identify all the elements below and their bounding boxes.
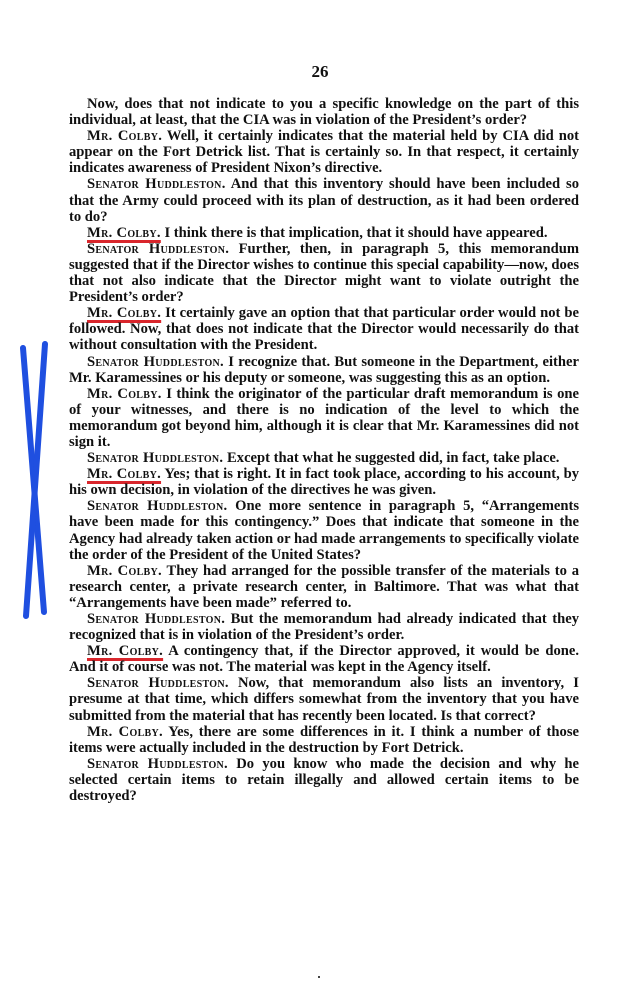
paragraph-text: Further, then, in paragraph 5, this memorandum suggested that if the Director wishes to continue this special capability—now, does that not also indicate that the Director might want to violate outright the President’s order? (69, 240, 579, 306)
transcript-paragraph (69, 724, 579, 756)
transcript-paragraph (69, 466, 579, 498)
transcript-paragraph (69, 305, 579, 353)
paragraph-text: Now, does that not indicate to you a specific knowledge on the part of this individual, at least, that the CIA was in violation of the President’s order? (69, 96, 579, 129)
transcript-paragraph (69, 675, 579, 723)
transcript-paragraph (69, 354, 579, 386)
transcript-paragraph (69, 96, 579, 128)
paragraph-text: It certainly gave an option that that particular order would not be followed. Now, that does not indicate that the Director would necessarily do that without consultation with the President. (69, 305, 579, 354)
paragraph-text: I think the originator of the particular draft memorandum is one of your witnesses, and there is no indication of the level to which the memorandum got beyond him, although it is clear that Mr. Karamessines did not sign it. (69, 385, 579, 450)
transcript-paragraph (69, 386, 579, 450)
paragraph-text: One more sentence in paragraph 5, “Arrangements have been made for this contingency.” Does that indicate that someone in the Agency had already taken action or had made arrangements to specifically violate the order of the President of the United States? (69, 498, 579, 563)
margin-annotation-mark (20, 340, 50, 620)
transcript-paragraph (69, 643, 579, 675)
speaker-name: Senator Huddleston. (87, 498, 228, 515)
paragraph-text: Yes, there are some differences in it. I think a number of those items were actually included in the destruction by Fort Detrick. (69, 723, 579, 756)
paragraph-text: A contingency that, if the Director approved, it would be done. And it of course was not. The material was kept in the Agency itself. (69, 643, 579, 676)
paragraph-text: But the memorandum had already indicated that they recognized that is in violation of the President’s order. (69, 611, 579, 644)
transcript-paragraph (69, 450, 579, 466)
speaker-name: Mr. Colby. (87, 643, 164, 660)
speaker-name: Mr. Colby. (87, 224, 161, 241)
speaker-name: Mr. Colby. (87, 562, 162, 579)
transcript-paragraph (69, 241, 579, 305)
speaker-name: Mr. Colby. (87, 128, 163, 145)
transcript-paragraph (69, 756, 579, 804)
paragraph-text: They had arranged for the possible transfer of the materials to a research center, a private research center, in Baltimore. That was what that “Arrangements have been made” referred to. (69, 562, 579, 611)
speaker-name: Senator Huddleston. (87, 611, 226, 627)
transcript-paragraph (69, 128, 579, 176)
speaker-name: Senator Huddleston. (87, 176, 226, 193)
speaker-name: Senator Huddleston. (87, 353, 224, 370)
paragraph-text: I think there is that implication, that it should have appeared. (160, 224, 548, 241)
paragraph-text: Do you know who made the decision and why he selected certain items to retain illegally and allowed certain items to be destroyed? (69, 755, 579, 805)
transcript-paragraph (69, 225, 579, 241)
transcript-paragraph (69, 176, 579, 224)
page-number: 26 (311, 62, 329, 81)
paragraph-text: Well, it certainly indicates that the material held by CIA did not appear on the Fort Detrick list. That is certainly so. In that respect, it certainly indicates awareness of President Nixon’s directive. (69, 128, 579, 177)
speaker-name: Mr. Colby. (87, 466, 162, 483)
paragraph-text: And that this inventory should have been included so that the Army could proceed with its plan of destruction, as it had been ordered to do? (69, 176, 579, 225)
speaker-name: Senator Huddleston. (87, 240, 230, 257)
transcript-paragraph (69, 498, 579, 562)
paragraph-text: I recognize that. But someone in the Department, either Mr. Karamessines or his deputy or someone, was suggesting this as an option. (69, 353, 579, 386)
speaker-name: Mr. Colby. (87, 723, 163, 740)
speaker-name: Mr. Colby. (87, 305, 162, 322)
transcript-paragraph (69, 563, 579, 611)
speaker-name: Senator Huddleston. (87, 450, 224, 467)
page-speck (318, 976, 320, 978)
paragraph-text: Now, that memorandum also lists an inventory, I presume at that time, which differs somewhat from the inventory that you have submitted from the material that has recently been located. Is that correct? (69, 675, 579, 724)
transcript-body (69, 96, 579, 804)
speaker-name: Mr. Colby. (87, 385, 162, 402)
speaker-name: Senator Huddleston. (87, 755, 228, 772)
speaker-name: Senator Huddleston. (87, 675, 229, 692)
paragraph-text: Except that what he suggested did, in fact, take place. (223, 450, 560, 467)
paragraph-text: Yes; that is right. It in fact took place, according to his account, by his own decision, in violation of the directives he was given. (69, 466, 579, 499)
transcript-paragraph (69, 611, 579, 643)
